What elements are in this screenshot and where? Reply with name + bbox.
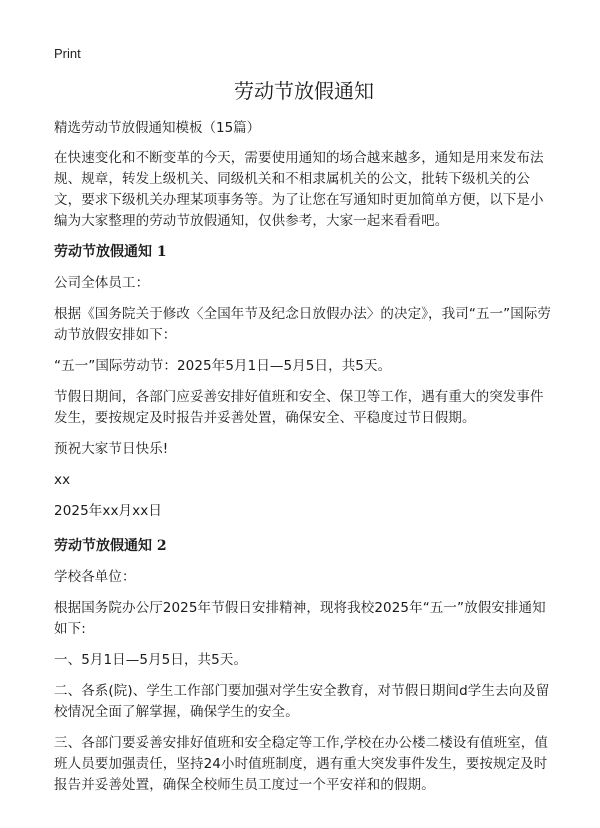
paragraph: 二、各系(院)、学生工作部门要加强对学生安全教育，对节假日期间d学生去向及留校情况全面了解掌握，确保学生的安全。 bbox=[54, 683, 550, 720]
intro-paragraph: 在快速变化和不断变革的今天，需要使用通知的场合越来越多，通知是用来发布法规、规章，转发上级机关、同级机关和不相隶属机关的公文，批转下级机关的公文，要求下级机关办理某项事务等。为了让您在写通知时更加简单方便，以下是小编为大家整理的劳动节放假通知，仅供参考，大家一起来看看吧。 bbox=[54, 150, 544, 229]
print-link[interactable]: Print bbox=[54, 46, 81, 61]
paragraph: 根据《国务院关于修改〈全国年节及纪念日放假办法〉的决定》，我司“五一”国际劳动节放假安排如下： bbox=[54, 306, 552, 343]
paragraph: 学校各单位： bbox=[54, 569, 136, 585]
section-heading: 劳动节放假通知 2 bbox=[54, 538, 167, 554]
signature: xx bbox=[54, 472, 71, 488]
paragraph: 一、5月1日—5月5日，共5天。 bbox=[54, 652, 248, 668]
document-body bbox=[54, 78, 554, 806]
paragraph: 根据国务院办公厅2025年节假日安排精神，现将我校2025年“五一”放假安排通知如下: bbox=[54, 600, 546, 637]
paragraph: 节假日期间，各部门应妥善安排好值班和安全、保卫等工作，遇有重大的突发事件发生，要按规定及时报告并妥善处置，确保安全、平稳度过节日假期。 bbox=[54, 389, 544, 426]
paragraph: 预祝大家节日快乐! bbox=[54, 441, 169, 457]
date: 2025年xx月xx日 bbox=[54, 503, 162, 519]
paragraph: 三、各部门要妥善安排好值班和安全稳定等工作,学校在办公楼二楼设有值班室，值班人员要加强责任，坚持24小时值班制度，遇有重大突发事件发生，要按规定及时报告并妥善处置，确保全校师生员工度过一个平安祥和的假期。 bbox=[54, 735, 548, 793]
paragraph: “五一”国际劳动节：2025年5月1日—5月5日，共5天。 bbox=[54, 358, 392, 374]
document-title: 劳动节放假通知 bbox=[234, 79, 374, 103]
document-subtitle: 精选劳动节放假通知模板（15篇） bbox=[54, 120, 261, 136]
paragraph: 公司全体员工： bbox=[54, 275, 150, 291]
section-heading: 劳动节放假通知 1 bbox=[54, 244, 167, 260]
